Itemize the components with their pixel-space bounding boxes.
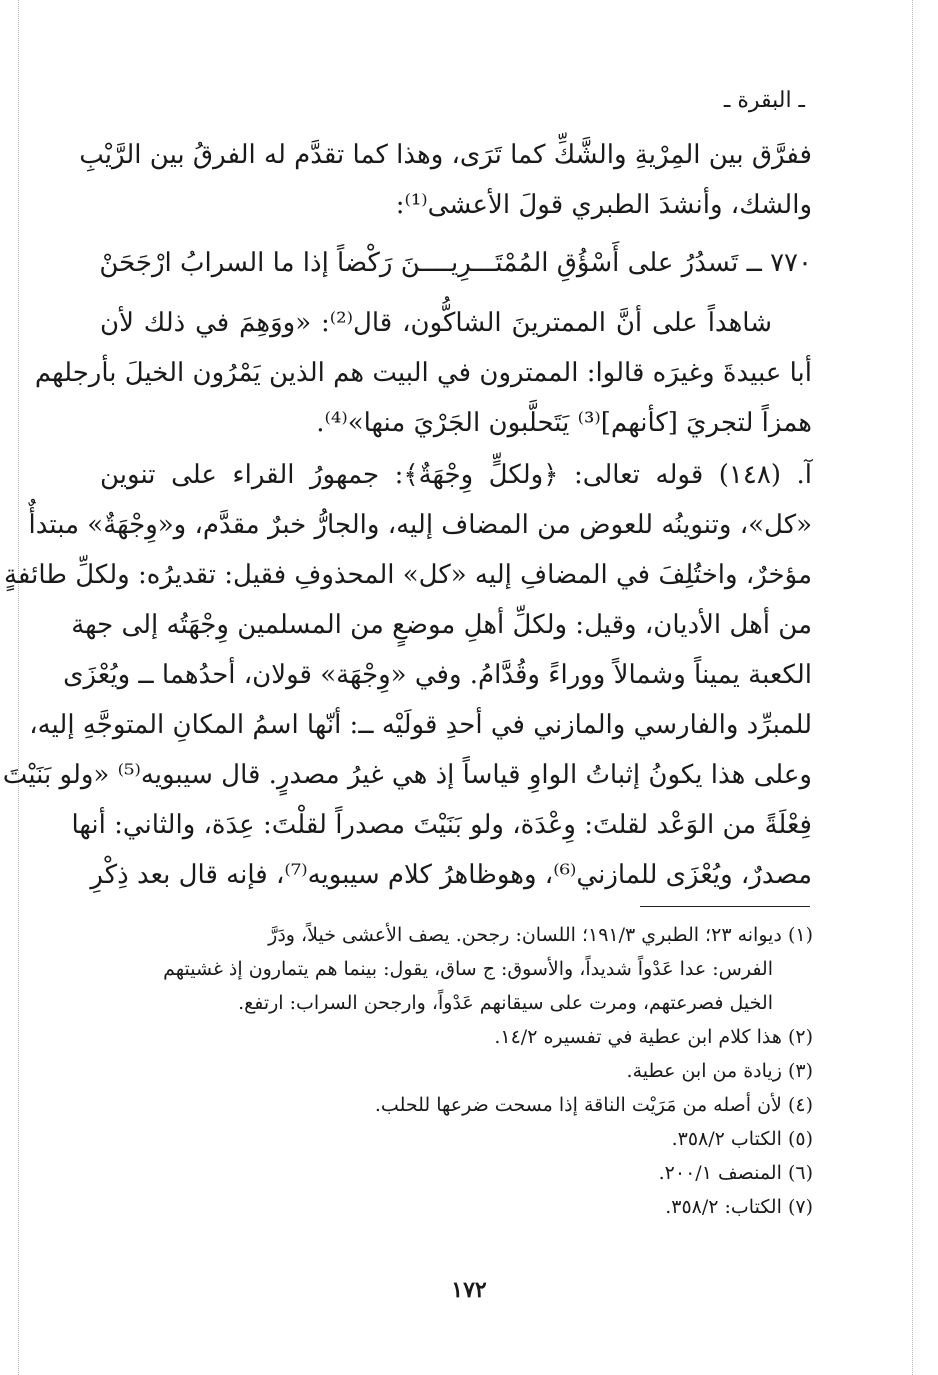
footnote-label: (٢) [787, 1026, 813, 1048]
footnote-7 [98, 1190, 813, 1224]
text-line: «كل»، وتنوينُه للعوض من المضاف إليه، والجارُّ خبرٌ مقدَّم، و«وِجْهَةٌ» مبتدأٌ [28, 510, 812, 540]
text-line: أبا عبيدةَ وغيرَه قالوا: الممترون في البيت هم الذين يَمْرُون الخيلَ بأرجلهم [34, 358, 812, 388]
scan-edge-left [18, 0, 19, 1375]
footnote-3 [98, 1054, 813, 1088]
footnote-1 [98, 918, 813, 952]
verse-second-hemistich: ــنَ رَكْضاً إذا ما السرابُ ارْجَحَنْ [99, 248, 436, 278]
footnote-label: (٤) [787, 1094, 813, 1116]
footnote-text: ديوانه ٢٣؛ الطبري ١٩١/٣؛ اللسان: رجحن. يصف الأعشى خيلاً، ودَرَّ [268, 924, 782, 946]
footnote-text: الكتاب ٣٥٨/٢. [671, 1128, 782, 1150]
footnote-separator [640, 906, 810, 907]
text-line: همزاً لتجريَ [كأنهم]⁽³⁾ يَتَحلَّبون الجَرْيَ منها»⁽⁴⁾. [316, 408, 812, 438]
text-line: مصدرٌ، ويُعْزَى للمازني⁽⁶⁾، وهوظاهرُ كلام سيبويه⁽⁷⁾، فإنه قال بعد ذِكْرِ [90, 860, 812, 890]
paragraph-commentary [34, 298, 812, 448]
text-line: الكعبة يميناً وشمالاً ووراءً وقُدَّامُ. وفي «وِجْهَة» قولان، أحدُهما ــ ويُعْزَى [63, 660, 812, 690]
footnote-label: (٣) [787, 1060, 813, 1082]
footnote-text: هذا كلام ابن عطية في تفسيره ١٤/٢. [494, 1026, 782, 1048]
footnote-1-cont: الخيل فصرعتهم، ومرت على سيقانهم عَدْواً، وارجحن السراب: ارتفع. [238, 992, 773, 1014]
text-line: والشك، وأنشدَ الطبري قولَ الأعشى⁽¹⁾: [395, 190, 812, 220]
poetry-verse [100, 238, 812, 288]
paragraph-intro [79, 130, 812, 230]
footnote-4 [98, 1088, 813, 1122]
footnote-label: (٥) [787, 1128, 813, 1150]
text-line-heading: آ. (١٤٨) قوله تعالى: ﴿ولكلٍّ وِجْهَةٌ﴾: جمهورُ القراء على تنوين [100, 460, 812, 490]
footnote-5 [98, 1122, 813, 1156]
footnotes [98, 918, 813, 1224]
scan-edge-right [912, 0, 913, 1375]
footnote-6 [98, 1156, 813, 1190]
footnote-text: زيادة من ابن عطية. [626, 1060, 782, 1082]
page-number: ١٧٢ [451, 1277, 487, 1303]
running-header: ـ البقرة ـ [723, 88, 805, 113]
footnote-label: (٦) [787, 1162, 813, 1184]
footnote-label: (٧) [787, 1196, 813, 1218]
text-line: شاهداً على أنَّ الممترينَ الشاكُّون، قال⁽²⁾: «ووَهِمَ في ذلك لأن [100, 308, 772, 338]
text-line: فِعْلَةً من الوَعْد لقلتَ: وِعْدَة، ولو بَنَيْتَ مصدراً لقلْتَ: عِدَة، والثاني: أنها [71, 810, 812, 840]
footnote-text: الكتاب: ٣٥٨/٢. [665, 1196, 782, 1218]
footnote-1-cont: الفرس: عدا عَدْواً شديداً، والأسوق: ج ساق، يقول: بينما هم يتمارون إذ غشيتهم [163, 958, 773, 980]
footnote-text: لأن أصله من مَرَيْت الناقة إذا مسحت ضرعها للحلب. [374, 1094, 782, 1116]
verse-first-hemistich: ٧٧٠ ــ تَسدُرُ على أَسْؤُقِ المُمْتَـــرِيــ [435, 248, 812, 278]
footnote-label: (١) [787, 924, 813, 946]
text-line: من أهل الأديان، وقيل: ولكلِّ أهلِ موضعٍ من المسلمين وِجْهَتُه إلى جهة [71, 610, 812, 640]
text-line: مؤخرٌ، واختُلِفَ في المضافِ إليه «كل» المحذوفِ فقيل: تقديرُه: ولكلِّ طائفةٍ [3, 560, 812, 590]
text-line: وعلى هذا يكونُ إثباتُ الواوِ قياساً إذ هي غيرُ مصدرٍ. قال سيبويه⁽⁵⁾ «ولو بَنَيْتَ [2, 760, 812, 790]
paragraph-verse-148 [2, 450, 812, 900]
text-line: ففرَّق بين المِرْيةِ والشَّكِّ كما تَرَى، وهذا كما تقدَّم له الفرقُ بين الرَّيْبِ [79, 140, 812, 170]
footnote-text: المنصف ٢٠٠/١. [658, 1162, 782, 1184]
footnote-2 [98, 1020, 813, 1054]
text-line: للمبرِّد والفارسي والمازني في أحدِ قولَيْه ــ: أنّها اسمُ المكانِ المتوجَّهِ إليه، [29, 710, 812, 740]
